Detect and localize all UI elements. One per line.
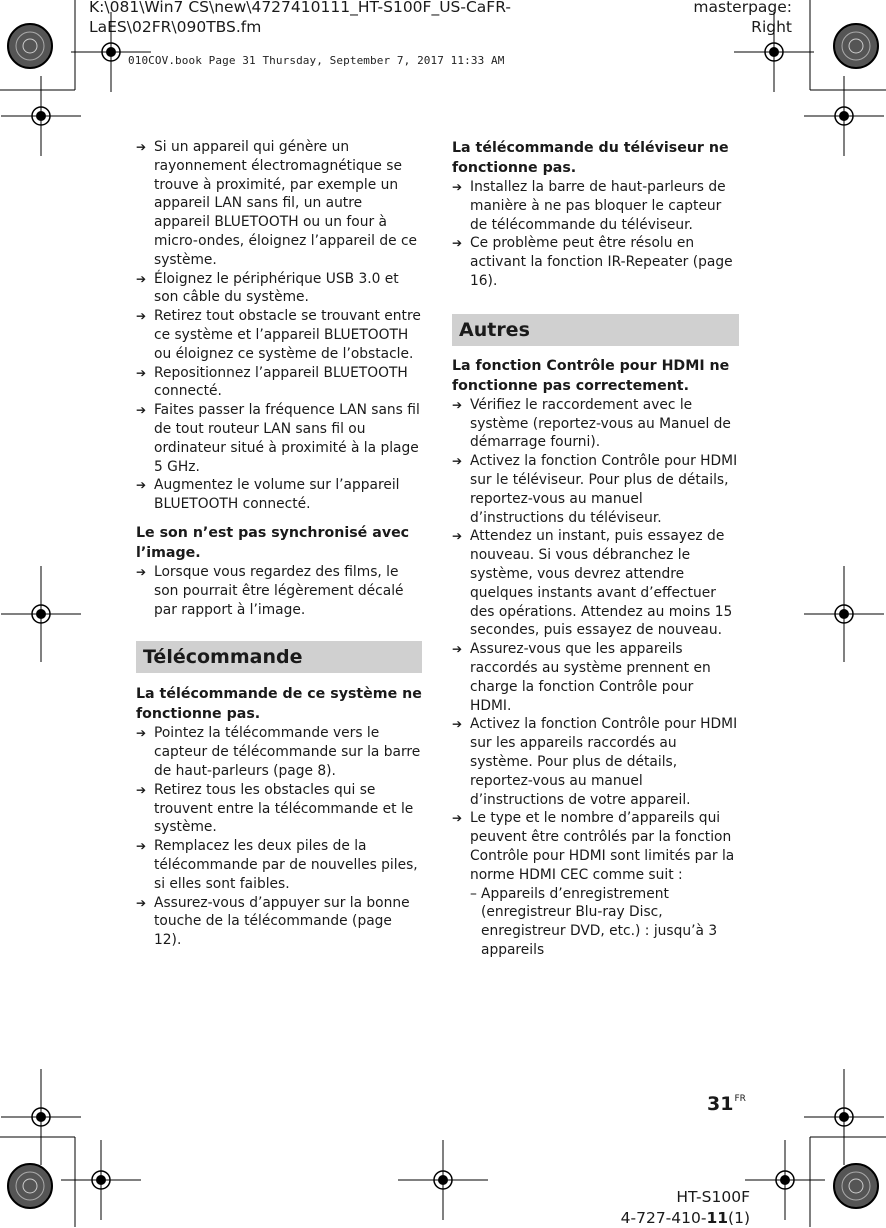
bullet-text: Assurez-vous d’appuyer sur la bonne touche de la télécommande (page 12). bbox=[154, 894, 410, 949]
bullet-list-remote bbox=[136, 724, 422, 950]
part-code bbox=[621, 1208, 750, 1228]
bullet-list-sync bbox=[136, 563, 422, 619]
bullet-item bbox=[136, 401, 422, 476]
bullet-text: Faites passer la fréquence LAN sans fil de tout routeur LAN sans fil ou ordinateur situé à proximité à la plage 5 GHz. bbox=[154, 402, 420, 475]
section-band-telecommande: Télécommande bbox=[136, 641, 422, 673]
page-number-value: 31 bbox=[707, 1093, 734, 1115]
bullet-text: Retirez tous les obstacles qui se trouvent entre la télécommande et le système. bbox=[154, 781, 414, 836]
arrow-bullet-icon: ➔ bbox=[136, 403, 147, 418]
arrow-bullet-icon: ➔ bbox=[452, 642, 463, 657]
left-column bbox=[136, 138, 422, 950]
book-info-line: 010COV.book Page 31 Thursday, September 7, 2017 11:33 AM bbox=[128, 54, 505, 67]
masterpage-value: Right bbox=[751, 18, 792, 36]
hdmi-heading: La fonction Contrôle pour HDMI ne fonctionne pas correctement. bbox=[452, 357, 730, 394]
bullet-text: Retirez tout obstacle se trouvant entre ce système et l’appareil BLUETOOTH ou éloignez ce système de l’obstacle. bbox=[154, 308, 421, 362]
part-code-prefix: 4-727-410- bbox=[620, 1209, 707, 1227]
arrow-bullet-icon: ➔ bbox=[136, 140, 147, 154]
part-code-bold: 11 bbox=[706, 1209, 729, 1227]
arrow-bullet-icon: ➔ bbox=[452, 529, 463, 544]
bullet-text: Si un appareil qui génère un rayonnement électromagnétique se trouve à proximité, par exemple un appareil LAN sans fil, un autre appareil BLUETOOTH ou un four à micro-ondes, éloignez l’appareil de ce système. bbox=[154, 139, 418, 268]
bullet-text: Pointez la télécommande vers le capteur de télécommande sur la barre de haut-parleurs (page 8). bbox=[154, 725, 421, 779]
bullet-item bbox=[136, 781, 422, 837]
bullet-text: Activez la fonction Contrôle pour HDMI sur le téléviseur. Pour plus de détails, reportez-vous au manuel d’instructions du téléviseur. bbox=[470, 453, 738, 526]
arrow-bullet-icon: ➔ bbox=[452, 717, 463, 732]
sub-list-text: Appareils d’enregistrement (enregistreur Blu-ray Disc, enregistreur DVD, etc.) : jusqu’à 3 appareils bbox=[481, 885, 718, 958]
bullet-text: Installez la barre de haut-parleurs de manière à ne pas bloquer le capteur de télécommande du téléviseur. bbox=[470, 179, 726, 233]
masterpage-label: masterpage: bbox=[693, 0, 792, 16]
file-path-line1: K:\081\Win7 CS\new\4727410111_HT-S100F_US-CaFR- bbox=[89, 0, 511, 16]
bullet-item bbox=[452, 527, 739, 640]
bullet-text: Augmentez le volume sur l’appareil BLUETOOTH connecté. bbox=[154, 477, 400, 513]
bullet-item bbox=[136, 724, 422, 780]
bullet-item bbox=[136, 894, 422, 950]
bullet-item bbox=[452, 640, 739, 715]
bullet-item bbox=[452, 178, 739, 234]
arrow-bullet-icon: ➔ bbox=[136, 271, 147, 286]
right-column bbox=[452, 138, 739, 960]
bullet-text: Attendez un instant, puis essayez de nouveau. Si vous débranchez le système, vous devrez attendre quelques instants avant d’effectuer des opérations. Attendez au moins 15 secondes, puis essayez de nouveau. bbox=[470, 528, 733, 639]
remote-heading: La télécommande de ce système ne fonctionne pas. bbox=[136, 686, 422, 723]
bullet-item bbox=[136, 138, 422, 270]
page-language: FR bbox=[734, 1094, 746, 1104]
bullet-text: Remplacez les deux piles de la télécommande par de nouvelles piles, si elles sont faibles. bbox=[154, 838, 418, 892]
bullet-list-top bbox=[136, 138, 422, 514]
bullet-text: Vérifiez le raccordement avec le système (reportez-vous au Manuel de démarrage fourni). bbox=[470, 396, 731, 451]
tv-remote-heading: La télécommande du téléviseur ne fonctionne pas. bbox=[452, 140, 729, 176]
arrow-bullet-icon: ➔ bbox=[452, 397, 463, 412]
arrow-bullet-icon: ➔ bbox=[136, 726, 147, 741]
arrow-bullet-icon: ➔ bbox=[452, 236, 463, 251]
arrow-bullet-icon: ➔ bbox=[136, 839, 147, 854]
bullet-item bbox=[452, 234, 739, 290]
bullet-item bbox=[136, 837, 422, 893]
arrow-bullet-icon: ➔ bbox=[136, 895, 147, 910]
bullet-text: Activez la fonction Contrôle pour HDMI sur les appareils raccordés au système. Pour plus de détails, reportez-vous au manuel d’instructions de votre appareil. bbox=[470, 716, 738, 808]
sync-heading: Le son n’est pas synchronisé avec l’image. bbox=[136, 524, 410, 561]
bullet-item bbox=[136, 307, 422, 363]
bullet-item bbox=[136, 364, 422, 402]
arrow-bullet-icon: ➔ bbox=[136, 782, 147, 797]
bullet-item bbox=[136, 563, 422, 619]
bullet-list-tv-remote bbox=[452, 178, 739, 291]
arrow-bullet-icon: ➔ bbox=[452, 180, 463, 194]
arrow-bullet-icon: ➔ bbox=[136, 478, 147, 493]
bullet-item bbox=[452, 452, 739, 527]
sub-list-item bbox=[452, 885, 739, 960]
arrow-bullet-icon: ➔ bbox=[136, 309, 147, 324]
bullet-list-hdmi bbox=[452, 396, 739, 885]
bullet-item bbox=[452, 396, 739, 452]
registration-mark-icon bbox=[1, 12, 884, 1220]
section-band-autres: Autres bbox=[452, 314, 739, 346]
model-number: HT-S100F bbox=[676, 1188, 750, 1206]
sub-list bbox=[452, 885, 739, 960]
bullet-item bbox=[136, 270, 422, 308]
file-path-line2: LaES\02FR\090TBS.fm bbox=[89, 18, 262, 36]
bullet-item bbox=[136, 476, 422, 514]
dash-bullet: – bbox=[470, 885, 477, 902]
bullet-text: Le type et le nombre d’appareils qui peuvent être contrôlés par la fonction Contrôle pour HDMI sont limités par la norme HDMI CEC comme suit : bbox=[470, 810, 735, 883]
arrow-bullet-icon: ➔ bbox=[136, 365, 147, 380]
bullet-text: Repositionnez l’appareil BLUETOOTH connecté. bbox=[154, 364, 408, 400]
bullet-text: Éloignez le périphérique USB 3.0 et son câble du système. bbox=[154, 270, 399, 306]
arrow-bullet-icon: ➔ bbox=[452, 811, 463, 826]
part-code-suffix: (1) bbox=[728, 1209, 750, 1227]
bullet-text: Ce problème peut être résolu en activant la fonction IR-Repeater (page 16). bbox=[470, 235, 733, 289]
bullet-text: Lorsque vous regardez des films, le son pourrait être légèrement décalé par rapport à l’image. bbox=[154, 563, 404, 618]
bullet-text: Assurez-vous que les appareils raccordés au système prennent en charge la fonction Contrôle pour HDMI. bbox=[470, 641, 711, 714]
bullet-item bbox=[452, 715, 739, 809]
arrow-bullet-icon: ➔ bbox=[452, 454, 463, 469]
page-number bbox=[707, 1093, 746, 1115]
arrow-bullet-icon: ➔ bbox=[136, 564, 147, 579]
bullet-item bbox=[452, 809, 739, 884]
